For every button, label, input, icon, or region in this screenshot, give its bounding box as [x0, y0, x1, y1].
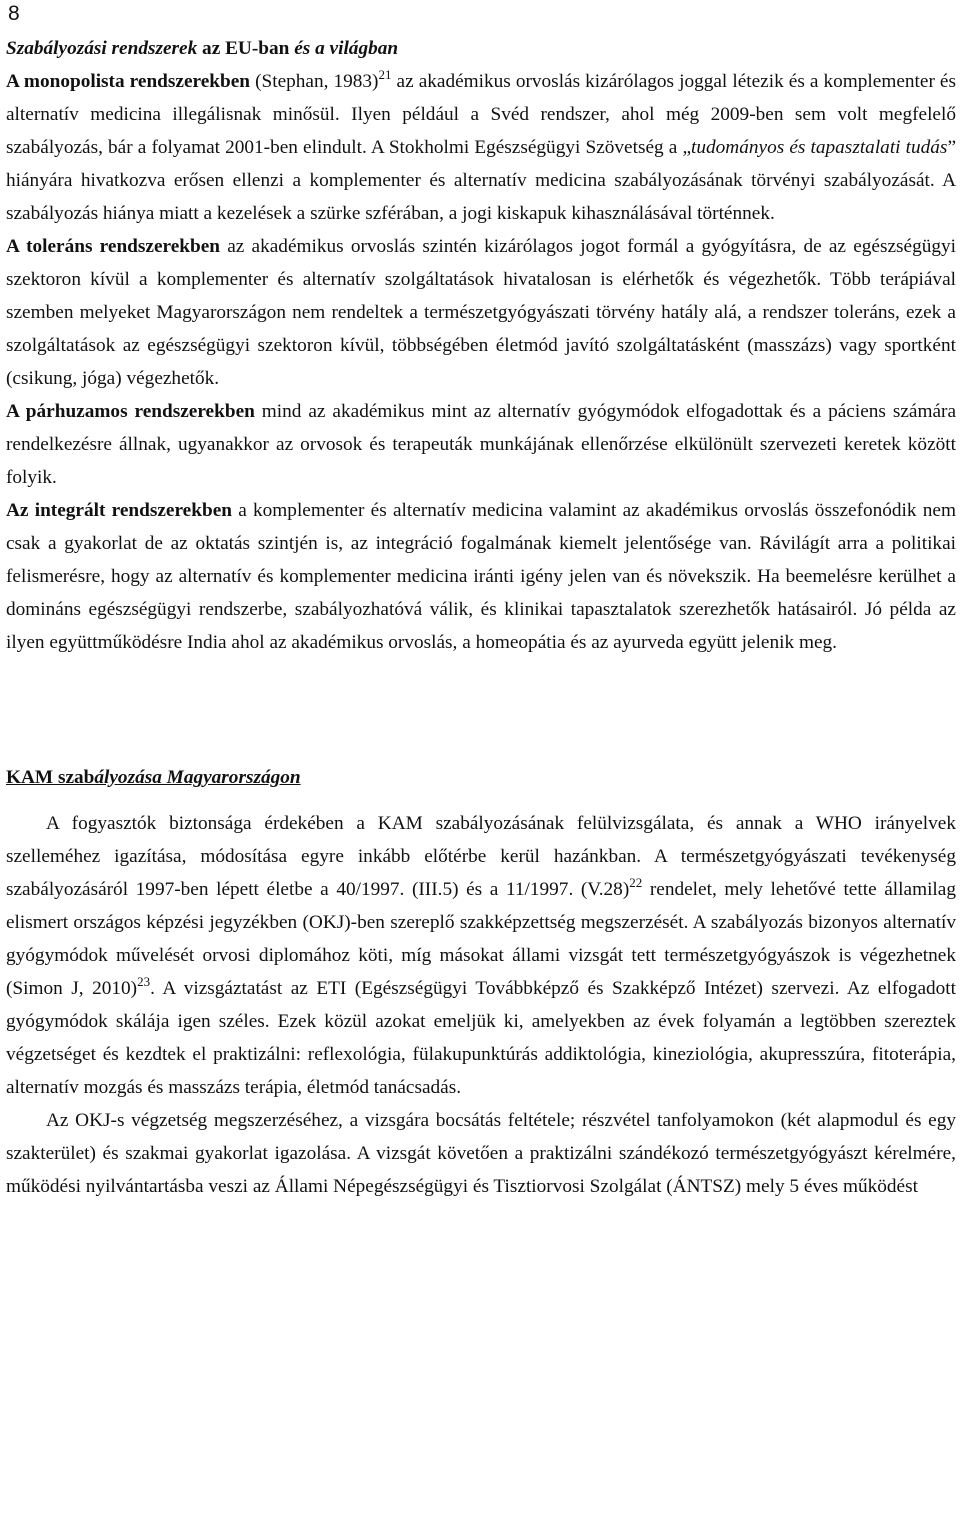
paragraph-kam-1 — [6, 807, 956, 1104]
paragraph-monopolista — [6, 65, 956, 230]
section-title-part-2: ályozása Magyarországon — [94, 767, 301, 788]
p2-text: az akadémikus orvoslás szintén kizárólagos jogot formál a gyógyításra, de az egészségügyi szektoron kívül a komplementer és alternatív szolgáltatások hivatalosan is elérhetők és végezhetők. Több terápiával szemben melyeket Magyarországon nem rendeltek a természetgyógyászati törvény hatály alá, a rendszer toleráns, ezek a szolgáltatások az egészségügyi szektoron kívül, többségében életmód javító szolgáltatásként (masszázs) vagy sportként (csikung, jóga) végezhetők. — [6, 236, 956, 389]
s2p1-text-1: A fogyasztók biztonsága érdekében a KAM szabályozásának felülvizsgálata, és annak a WHO irányelvek szelleméhez igazítása, módosítása egyre inkább előtérbe kerül hazánkban. A természetgyógyászati tevékenység szabályozásáról 1997-ben lépett életbe a 40/1997. (III.5) és a 11/1997. (V.28) — [6, 813, 956, 900]
term-integralt: Az integrált rendszerekben — [6, 500, 232, 521]
paragraph-parhuzamos — [6, 395, 956, 494]
section-kam-szabalyozasa — [6, 761, 956, 1203]
heading-part-3: és a világban — [294, 38, 399, 59]
section-title-part-1: KAM szab — [6, 767, 95, 788]
heading-part-2: az EU-ban — [197, 38, 295, 59]
page-number: 8 — [8, 2, 20, 25]
term-tolerans: A toleráns rendszerekben — [6, 236, 221, 257]
term-monopolista: A monopolista rendszerekben — [6, 71, 251, 92]
footnote-ref-23: 23 — [137, 974, 151, 989]
p3-text: mind az akadémikus mint az alternatív gyógymódok elfogadottak és a páciens számára rendelkezésre állnak, ugyanakkor az orvosok és terapeuták munkájának ellenőrzése elkülönült szervezeti keretek között folyik. — [6, 401, 957, 488]
s2p1-text-2: rendelet, mely lehetővé tette államilag elismert országos képzési jegyzékben (OKJ)-ben szereplő szakképzettség megszerzését. A szabályozás bizonyos alternatív gyógymódok művelését orvosi diplomához köti, míg másokat állami vizsgát tett természetgyógyászok is végezhetnek (Simon J, 2010) — [6, 879, 956, 999]
s2p1-text-3: . A vizsgáztatást az ETI (Egészségügyi Továbbképző és Szakképző Intézet) szervezi. Az elfogadott gyógymódok skálája igen széles. Ezek közül azokat emeljük ki, amelyekben az évek folyamán a legtöbben szereztek végzetséget és kezdtek el praktizálni: reflexológia, fülakupunktúrás addiktológia, kineziológia, akupresszúra, fitoterápia, alternatív mozgás és masszázs terápia, életmód tanácsadás. — [6, 978, 956, 1098]
paragraph-integralt — [6, 494, 956, 659]
footnote-ref-21: 21 — [378, 67, 392, 82]
term-parhuzamos: A párhuzamos rendszerekben — [6, 401, 255, 422]
document-body — [6, 32, 956, 1203]
section-title — [6, 761, 956, 794]
p4-text: a komplementer és alternatív medicina valamint az akadémikus orvoslás összefonódik nem csak a gyakorlat de az oktatás szintjén is, az integráció fogalmának kiemelt jelentősége van. Rávilágít arra a politikai felismerésre, hogy az alternatív és komplementer medicina iránti igény jelen van és növekszik. Ha beemelésre kerülhet a domináns egészségügyi rendszerbe, szabályozhatóvá válik, és klinikai tapasztalatok szerezhetők hatásairól. Jó példa az ilyen együttműködésre India ahol az akadémikus orvoslás, a homeopátia és az ayurveda együtt jelenik meg. — [6, 500, 956, 653]
section-heading — [6, 32, 956, 65]
heading-part-1: Szabályozási rendszerek — [6, 38, 198, 59]
footnote-ref-22: 22 — [629, 875, 643, 890]
paragraph-kam-2: Az OKJ-s végzetség megszerzéséhez, a vizsgára bocsátás feltétele; részvétel tanfolyamokon (két alapmodul és egy szakterület) és szakmai gyakorlat igazolása. A vizsgát követően a praktizálni szándékozó természetgyógyászt kérelmére, működési nyilvántartásba veszi az Állami Népegészségügyi és Tisztiorvosi Szolgálat (ÁNTSZ) mely 5 éves működést — [6, 1110, 956, 1197]
p1-italic-quote: tudományos és tapasztalati tudás — [691, 137, 948, 158]
paragraph-tolerans — [6, 230, 956, 395]
p1-text-2: az akadémikus orvoslás kizárólagos joggal létezik és a komplementer és alternatív medicina illegálisnak minősül. Ilyen például a Svéd rendszer, ahol még 2009-ben sem volt megfelelő szabályozás, bár a folyamat 2001-ben elindult. A Stokholmi Egészségügyi Szövetség a „ — [6, 71, 956, 158]
p1-text-1: (Stephan, 1983) — [250, 71, 379, 92]
p1-text-3: ” hiányára hivatkozva erősen ellenzi a komplementer és alternatív medicina szabályozásának törvényi szabályozását. A szabályozás hiánya miatt a kezelések a szürke szférában, a jogi kiskapuk kihasználásával történnek. — [6, 137, 957, 224]
